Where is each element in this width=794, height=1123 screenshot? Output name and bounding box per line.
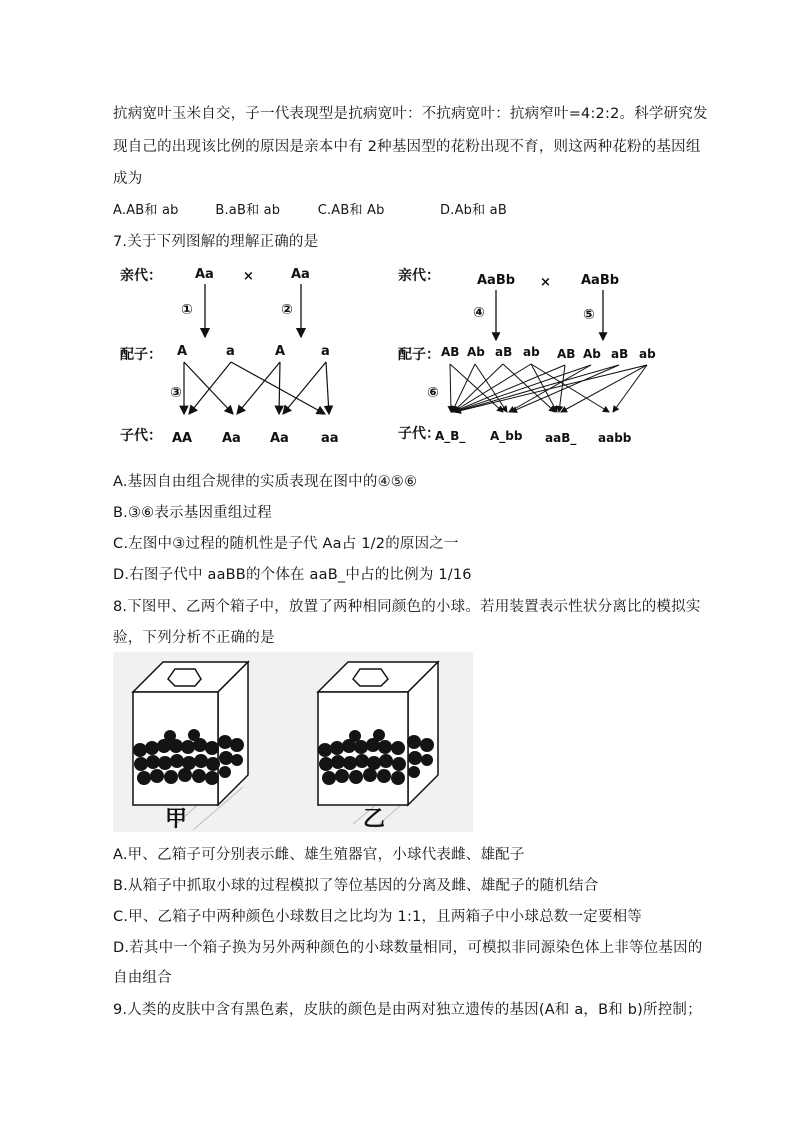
step-3: ③ bbox=[170, 385, 182, 401]
q8-option-d-continued: 自由组合 bbox=[113, 970, 172, 986]
monohybrid-cross-diagram bbox=[115, 262, 360, 452]
step-1: ① bbox=[181, 302, 193, 318]
label-parents: 亲代： bbox=[120, 268, 162, 284]
box-label-jia: 甲 bbox=[165, 807, 188, 832]
offspring-3: Aa bbox=[270, 431, 289, 446]
gamete-7: aB bbox=[611, 347, 629, 361]
gamete-1: A bbox=[177, 344, 188, 359]
q7-option-c: C.左图中③过程的随机性是子代 Aa占 1/2的原因之一 bbox=[113, 536, 459, 552]
parent-2: AaBb bbox=[581, 273, 620, 288]
hexagon-opening-icon bbox=[168, 669, 201, 686]
q9-stem: 9.人类的皮肤中含有黑色素，皮肤的颜色是由两对独立遗传的基因(A和 a，B和 b)所控制； bbox=[113, 1002, 702, 1018]
q8-stem-line-2: 验，下列分析不正确的是 bbox=[113, 630, 275, 646]
gamete-4: a bbox=[321, 344, 330, 359]
step-5: ⑤ bbox=[583, 307, 595, 323]
intro-line-2: 现自己的出现该比例的原因是亲本中有 2种基因型的花粉出现不育，则这两种花粉的基因组 bbox=[113, 139, 701, 155]
q8-option-b: B.从箱子中抓取小球的过程模拟了等位基因的分离及雌、雄配子的随机结合 bbox=[113, 878, 599, 894]
q8-stem-line-1: 8.下图甲、乙两个箱子中，放置了两种相同颜色的小球。若用装置表示性状分离比的模拟实 bbox=[113, 599, 701, 615]
gamete-8: ab bbox=[639, 347, 656, 361]
q7-option-a: A.基因自由组合规律的实质表现在图中的④⑤⑥ bbox=[113, 474, 418, 490]
q8-option-c: C.甲、乙箱子中两种颜色小球数目之比均为 1:1，且两箱子中小球总数一定要相等 bbox=[113, 909, 642, 925]
option-c: C.AB和 Ab bbox=[317, 203, 385, 218]
offspring-4: aabb bbox=[598, 431, 632, 445]
gamete-3: A bbox=[275, 344, 286, 359]
step-4: ④ bbox=[473, 305, 485, 321]
label-offspring: 子代： bbox=[120, 428, 162, 444]
offspring-2: A_bb bbox=[490, 429, 523, 443]
offspring-1: A_B_ bbox=[435, 429, 466, 443]
box-label-yi: 乙 bbox=[363, 807, 386, 832]
step-6: ⑥ bbox=[427, 385, 439, 401]
parent-1: AaBb bbox=[477, 273, 516, 288]
offspring-4: aa bbox=[321, 431, 339, 446]
option-d: D.Ab和 aB bbox=[440, 203, 507, 218]
intro-options bbox=[113, 199, 507, 218]
hexagon-opening-icon bbox=[353, 669, 388, 686]
cross-sign: × bbox=[540, 275, 551, 290]
label-parents: 亲代： bbox=[398, 268, 440, 284]
gamete-6: Ab bbox=[583, 347, 601, 361]
cross-sign: × bbox=[243, 269, 254, 284]
gamete-4: ab bbox=[523, 345, 540, 359]
offspring-2: Aa bbox=[222, 431, 241, 446]
option-a: A.AB和 ab bbox=[113, 203, 179, 218]
box-jia bbox=[133, 662, 248, 805]
gamete-2: Ab bbox=[467, 345, 485, 359]
gamete-2: a bbox=[226, 344, 235, 359]
q7-option-d: D.右图子代中 aaBB的个体在 aaB_中占的比例为 1/16 bbox=[113, 567, 472, 583]
label-gametes: 配子： bbox=[120, 347, 162, 363]
option-b: B.aB和 ab bbox=[215, 203, 281, 218]
dihybrid-cross-diagram bbox=[395, 262, 670, 452]
step-2: ② bbox=[281, 302, 293, 318]
box-yi bbox=[318, 662, 438, 805]
q8-option-a: A.甲、乙箱子可分别表示雌、雄生殖器官，小球代表雌、雄配子 bbox=[113, 847, 525, 863]
intro-line-3: 成为 bbox=[113, 171, 143, 187]
intro-line-1: 抗病宽叶玉米自交，子一代表现型是抗病宽叶：不抗病宽叶：抗病窄叶=4:2:2。科学研究发 bbox=[113, 106, 708, 122]
parent-1: Aa bbox=[195, 267, 214, 282]
q7-stem: 7.关于下列图解的理解正确的是 bbox=[113, 234, 319, 250]
offspring-1: AA bbox=[172, 431, 193, 446]
gamete-1: AB bbox=[441, 345, 460, 359]
ball-boxes-figure bbox=[113, 652, 473, 832]
q7-option-b: B.③⑥表示基因重组过程 bbox=[113, 505, 272, 521]
label-offspring: 子代： bbox=[398, 426, 440, 442]
offspring-3: aaB_ bbox=[545, 431, 577, 445]
gamete-5: AB bbox=[557, 347, 576, 361]
label-gametes: 配子： bbox=[398, 347, 440, 363]
parent-2: Aa bbox=[291, 267, 310, 282]
q8-option-d: D.若其中一个箱子换为另外两种颜色的小球数量相同，可模拟非同源染色体上非等位基因的 bbox=[113, 940, 703, 956]
gamete-3: aB bbox=[495, 345, 513, 359]
gamete-combination-arrows bbox=[184, 362, 329, 414]
gamete-combination-arrows bbox=[450, 364, 647, 412]
